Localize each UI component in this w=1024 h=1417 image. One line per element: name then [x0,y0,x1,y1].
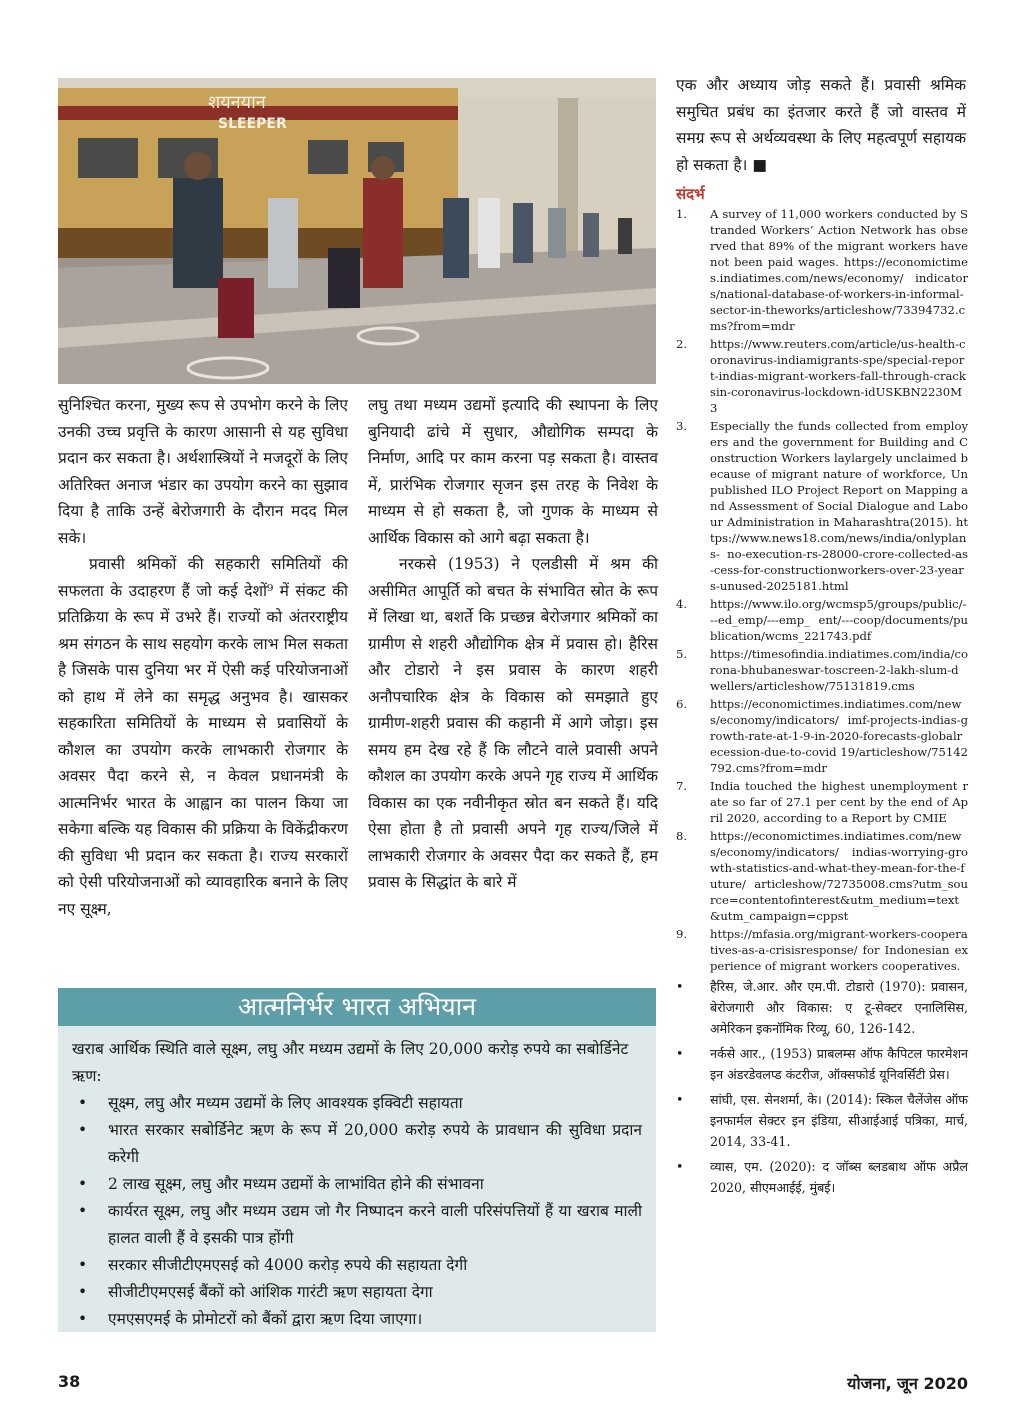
reference-number: 7. [676,779,688,793]
reference-text: https://economictimes.indiatimes.com/news/economy/indicators/ indias-worrying-growth-statistics-and-what-they-mean-for-the-future/ articleshow/72735008.cms?utm_source=contentofinterest&utm_medium=text&utm_campaign=cppst [710,829,968,923]
reference-number: 1. [676,207,688,221]
reference-number: • [676,979,684,994]
box-bullet-item [72,1279,642,1306]
reference-text: India touched the highest unemployment rate so far of 27.1 per cent by the end of April 2020, according to a Report by CMIE [710,779,968,825]
box-intro: खराब आर्थिक स्थिति वाले सूक्ष्म, लघु और मध्यम उद्यमों के लिए 20,000 करोड़ रुपये का सबोर्डिनेट ऋण: [72,1040,629,1085]
reference-text: सांघी, एस. सेनशर्मा, के। (2014): स्किल चैलेंजेस ऑफ इनफार्मल सेक्टर इन इंडिया, सीआईआई पत्रिका, मार्च, 2014, 33-41. [710,1092,968,1149]
box-title: आत्मनिर्भर भारत अभियान [58,988,656,1026]
reference-item [676,646,968,694]
box-bullet-text: एमएसएमई के प्रोमोटरों को बैंकों द्वारा ऋण दिया जाएगा। [108,1310,423,1328]
box-bullet-item [72,1117,642,1171]
reference-item [676,696,968,776]
box-bullet-item [72,1090,642,1117]
body-column-left [58,392,348,922]
reference-number: • [676,1046,684,1061]
box-bullet-text: भारत सरकार सबोर्डिनेट ऋण के रूप में 20,000 करोड़ रुपये के प्रावधान की सुविधा प्रदान करेगी [108,1121,642,1166]
migrant-workers-photo [58,78,656,384]
box-bullet-item [72,1198,642,1252]
reference-number: 9. [676,927,688,941]
box-body [58,1026,656,1333]
reference-item [676,1156,968,1198]
bullet-icon: • [78,1283,88,1301]
reference-item [676,206,968,334]
left-paragraph-2: प्रवासी श्रमिकों की सहकारी समितियों की सफलता के उदाहरण हैं जो कई देशों⁹ में संकट की प्रतिक्रिया के रूप में उभरे हैं। राज्यों को अंतरराष्ट्रीय श्रम संगठन के साथ सहयोग करके लाभ मिल सकता है जिसके पास दुनिया भर में ऐसी कई परियोजनाओं को हाथ में लेने का समृद्ध अनुभव है। खासकर सहकारिता समितियों के माध्यम से प्रवासियों के कौशल का उपयोग करके लाभकारी रोजगार के अवसर पैदा करने से, न केवल प्रधानमंत्री के आत्मनिर्भर भारत के आह्वान का पालन किया जा सकेगा बल्कि यह विकास की प्रक्रिया के विकेंद्रीकरण की सुविधा भी प्रदान कर सकता है। राज्य सरकारों को ऐसी परियोजनाओं को व्यावहारिक बनाने के लिए नए सूक्ष्म, [58,555,348,918]
bullet-icon: • [78,1202,88,1220]
bullet-icon: • [78,1256,88,1274]
reference-item [676,336,968,416]
reference-number: 3. [676,419,688,433]
reference-text: https://mfasia.org/migrant-workers-cooperatives-as-a-crisisresponse/ for Indonesian experience of migrant workers cooperatives. [710,927,968,973]
page-number: 38 [58,1372,81,1391]
bullet-icon: • [78,1310,88,1328]
reference-item [676,828,968,924]
reference-text: https://www.reuters.com/article/us-health-coronavirus-indiamigrants-spe/special-report-indias-migrant-workers-fall-through-cracksin-coronavirus-lockdown-idUSKBN2230M3 [710,337,966,415]
bullet-icon: • [78,1121,88,1139]
reference-item [676,926,968,974]
reference-number: 8. [676,829,688,843]
reference-text: व्यास, एम. (2020): द जॉब्स ब्लडबाथ ऑफ अप्रैल 2020, सीएमआईई, मुंबई। [710,1159,968,1195]
reference-number: 6. [676,697,688,711]
middle-paragraph-1: लघु तथा मध्यम उद्यमों इत्यादि की स्थापना के लिए बुनियादी ढांचे में सुधार, औद्योगिक सम्पदा के निर्माण, आदि पर काम करना पड़ सकता है। वास्तव में, प्रारंभिक रोजगार सृजन इस तरह के निवेश के माध्यम से हो सकता है, जो गुणक के माध्यम से आर्थिक विकास को आगे बढ़ा सकता है। [368,396,658,547]
reference-number: • [676,1092,684,1107]
box-bullet-text: कार्यरत सूक्ष्म, लघु और मध्यम उद्यम जो गैर निष्पादन करने वाली परिसंपत्तियों हैं या खराब माली हालत वाली हैं वे इसकी पात्र होंगी [108,1202,642,1247]
aatmanirbhar-bharat-box [58,988,656,1332]
top-right-paragraph: एक और अध्याय जोड़ सकते हैं। प्रवासी श्रमिक समुचित प्रबंध का इंतजार करते हैं जो वास्तव में समग्र रूप से अर्थव्यवस्था के लिए महत्वपूर्ण सहायक हो सकता है। ■ [676,76,966,174]
references-title: संदर्भ [676,185,705,203]
reference-text: A survey of 11,000 workers conducted by Stranded Workers’ Action Network has observed that 89% of the migrant workers have not been paid wages. https://economictimes.indiatimes.com/news/economy/ indicators/national-database-of-workers-in-informal-sector-in-theworks/articleshow/73394732.cms?from=mdr [710,207,968,333]
reference-item [676,976,968,1039]
photo-illustration [58,78,656,384]
reference-item [676,778,968,826]
reference-item [676,418,968,594]
reference-number: • [676,1159,684,1174]
box-bullet-text: 2 लाख सूक्ष्म, लघु और मध्यम उद्यमों के लाभांवित होने की संभावना [108,1175,484,1193]
reference-number: 4. [676,597,688,611]
left-paragraph-1: सुनिश्चित करना, मुख्य रूप से उपभोग करने के लिए उनकी उच्च प्रवृत्ति के कारण आसानी से यह सुविधा प्रदान कर सकता है। अर्थशास्त्रियों ने मजदूरों के लिए अतिरिक्त अनाज भंडार का उपयोग करने का सुझाव दिया है ताकि उन्हें बेरोजगारी के दौरान मदद मिल सके। [58,396,348,547]
box-bullet-text: सरकार सीजीटीएमएसई को 4000 करोड़ रुपये की सहायता देगी [108,1256,468,1274]
bullet-icon: • [78,1175,88,1193]
reference-text: नर्कसे आर., (1953) प्राबलम्स ऑफ कैपिटल फारमेशन इन अंडरडेवलप्ड कंटरीज, ऑक्सफोर्ड यूनिवर्सिटी प्रेस। [710,1046,968,1082]
magazine-footer: योजना, जून 2020 [847,1374,968,1393]
references-list [676,206,968,1202]
box-bullet-item [72,1171,642,1198]
reference-number: 2. [676,337,688,351]
reference-text: हैरिस, जे.आर. और एम.पी. टोडारो (1970): प्रवासन, बेरोजगारी और विकास: ए टू-सेक्टर एनालिसिस, अमेरिकन इकनॉमिक रिव्यू, 60, 126-142. [710,979,968,1036]
reference-item [676,596,968,644]
middle-paragraph-2: नरकसे (1953) ने एलडीसी में श्रम की असीमित आपूर्ति को बचत के संभावित स्रोत के रूप में लिखा था, बशर्ते कि प्रच्छन्न बेरोजगार श्रमिकों का ग्रामीण से शहरी औद्योगिक क्षेत्र में प्रवास हो। हैरिस और टोडारो ने इस प्रवास के कारण शहरी अनौपचारिक क्षेत्र के विकास को समझाते हुए ग्रामीण-शहरी प्रवास की कहानी में आगे जोड़ा। इस समय हम देख रहे हैं कि लौटने वाले प्रवासी अपने कौशल का उपयोग करके अपने गृह राज्य में आर्थिक विकास का एक नवीनीकृत स्रोत बन सकते हैं। यदि ऐसा होता है तो प्रवासी अपने गृह राज्य/जिले में लाभकारी रोजगार के अवसर पैदा कर सकते हैं, हम प्रवास के सिद्धांत के बारे में [368,555,658,891]
reference-text: https://timesofindia.indiatimes.com/india/corona-bhubaneswar-toscreen-2-lakh-slum-dwellers/articleshow/75131819.cms [710,647,968,693]
body-column-middle [368,392,658,896]
reference-item [676,1089,968,1152]
top-right-text [676,72,966,178]
box-bullet-item [72,1252,642,1279]
coach-sign-hindi: शयनयान [208,92,266,113]
box-bullet-list [72,1090,642,1333]
reference-item [676,1043,968,1085]
reference-number: 5. [676,647,688,661]
reference-text: https://economictimes.indiatimes.com/news/economy/indicators/ imf-projects-indias-growth-rate-at-1-9-in-2020-forecasts-globalrecession-due-to-covid 19/articleshow/75142792.cms?from=mdr [710,697,968,775]
reference-text: https://www.ilo.org/wcmsp5/groups/public/---ed_emp/---emp_ ent/---coop/documents/publication/wcms_221743.pdf [710,597,968,643]
reference-text: Especially the funds collected from employers and the government for Building and Construction Workers laylargely unclaimed because of migrant nature of workforce, Unpublished ILO Project Report on Mapping and Assessment of Social Dialogue and Labour Administration in Maharashtra(2015). https://www.news18.com/news/india/onlyplans- no-execution-rs-28000-crore-collected-as-cess-for-constructionworkers-over-23-years-unused-2025181.html [710,419,968,593]
box-bullet-item [72,1306,642,1333]
bullet-icon: • [78,1094,88,1112]
box-bullet-text: सूक्ष्म, लघु और मध्यम उद्यमों के लिए आवश्यक इक्विटी सहायता [108,1094,463,1112]
coach-sign-english: SLEEPER [218,116,287,132]
box-bullet-text: सीजीटीएमएसई बैंकों को आंशिक गारंटी ऋण सहायता देगा [108,1283,433,1301]
